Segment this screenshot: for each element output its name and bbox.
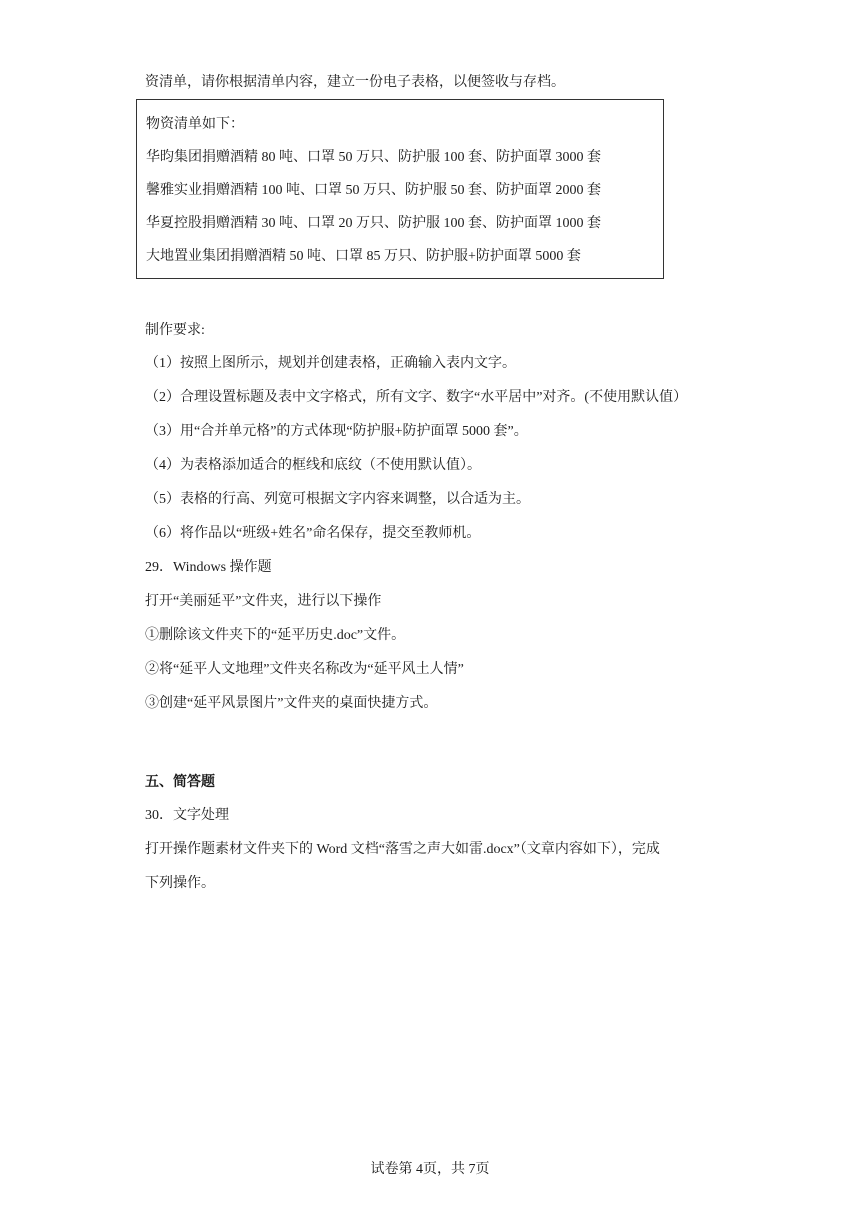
question-29-intro: 打开“美丽延平”文件夹，进行以下操作 <box>145 594 382 609</box>
question-29-step: ②将“延平人文地理”文件夹名称改为“延平风土人情” <box>145 662 464 677</box>
page-footer: 试卷第 4页，共 7页 <box>370 1162 490 1177</box>
question-30-title: 30．文字处理 <box>145 808 229 823</box>
question-29-step: ③创建“延平风景图片”文件夹的桌面快捷方式。 <box>145 696 438 711</box>
intro-line: 资清单，请你根据清单内容，建立一份电子表格，以便签收与存档。 <box>145 75 565 90</box>
materials-list-box <box>136 99 664 279</box>
question-30-text: 打开操作题素材文件夹下的 Word 文档“落雪之声大如雷.docx”（文章内容如下），完成 <box>145 842 660 857</box>
materials-list-item: 华昀集团捐赠酒精 80 吨、口罩 50 万只、防护服 100 套、防护面罩 3000 套 <box>146 150 601 165</box>
requirement-item: （1）按照上图所示，规划并创建表格，正确输入表内文字。 <box>145 356 516 371</box>
requirement-item: （5）表格的行高、列宽可根据文字内容来调整，以合适为主。 <box>145 492 530 507</box>
question-29-step: ①删除该文件夹下的“延平历史.doc”文件。 <box>145 628 406 643</box>
requirement-item: （4）为表格添加适合的框线和底纹（不使用默认值）。 <box>145 458 481 473</box>
section-5-heading: 五、简答题 <box>145 775 215 790</box>
requirement-item: （2）合理设置标题及表中文字格式，所有文字、数字“水平居中”对齐。(不使用默认值） <box>145 390 688 405</box>
requirement-item: （3）用“合并单元格”的方式体现“防护服+防护面罩 5000 套”。 <box>145 424 528 439</box>
question-29-title: 29．Windows 操作题 <box>145 560 272 575</box>
materials-list-item: 大地置业集团捐赠酒精 50 吨、口罩 85 万只、防护服+防护面罩 5000 套 <box>146 249 581 264</box>
materials-list-heading: 物资清单如下： <box>146 117 244 132</box>
requirements-heading: 制作要求: <box>145 323 205 338</box>
question-30-text: 下列操作。 <box>145 876 215 891</box>
materials-list-item: 华夏控股捐赠酒精 30 吨、口罩 20 万只、防护服 100 套、防护面罩 1000 套 <box>146 216 601 231</box>
materials-list-item: 馨雅实业捐赠酒精 100 吨、口罩 50 万只、防护服 50 套、防护面罩 2000 套 <box>146 183 601 198</box>
requirement-item: （6）将作品以“班级+姓名”命名保存，提交至教师机。 <box>145 526 481 541</box>
